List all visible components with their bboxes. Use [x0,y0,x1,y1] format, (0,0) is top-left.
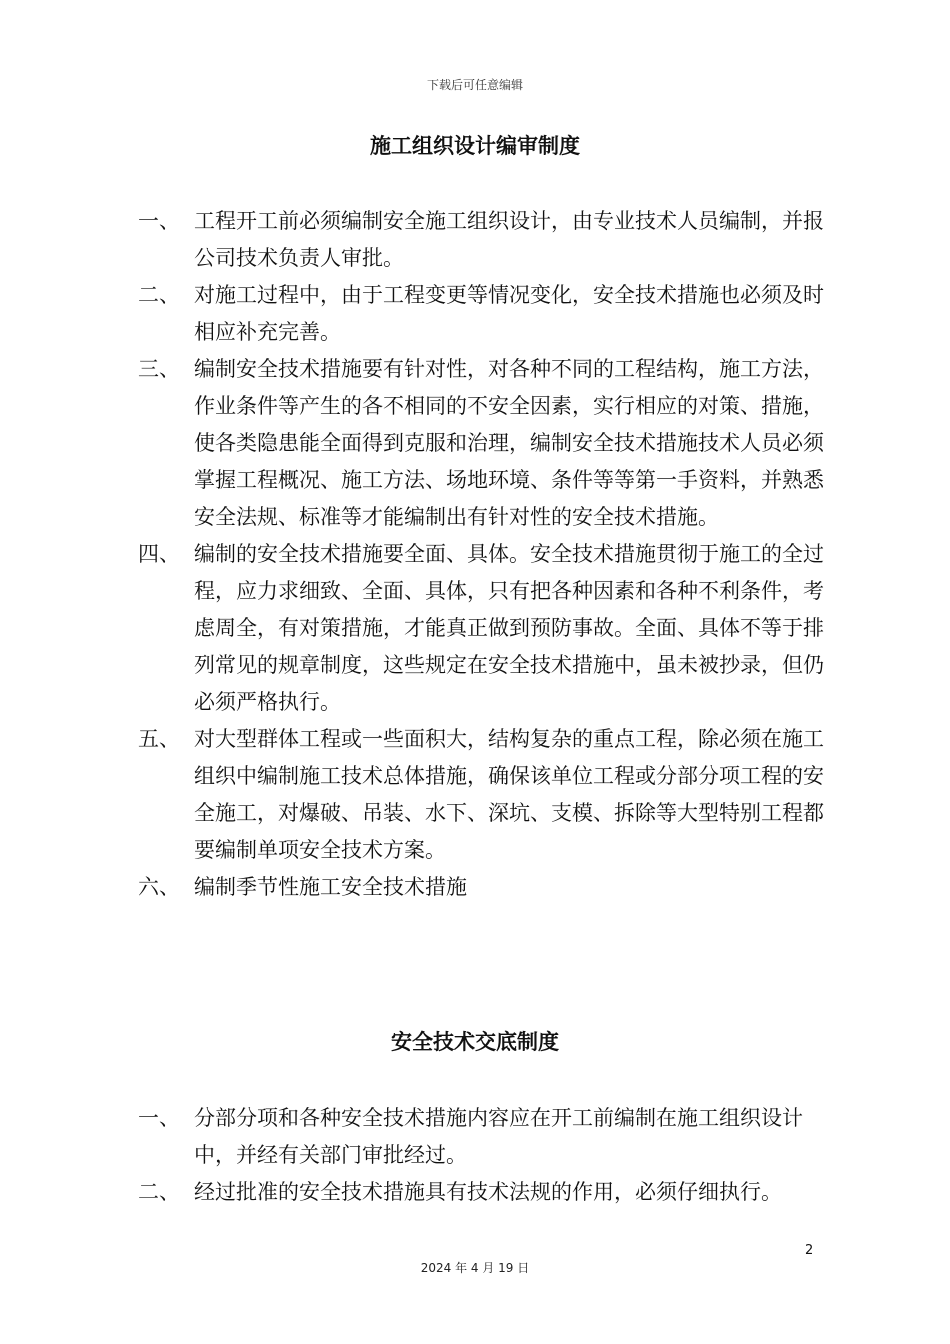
list-item [138,1100,838,1174]
page-number: 2 [805,1243,814,1258]
item-text: 编制的安全技术措施要全面、具体。安全技术措施贯彻于施工的全过程，应力求细致、全面、具体，只有把各种因素和各种不利条件，考虑周全，有对策措施，才能真正做到预防事故。全面、具体不等于排列常见的规章制度，这些规定在安全技术措施中，虽未被抄录，但仍必须严格执行。 [194,542,824,714]
item-text: 编制季节性施工安全技术措施 [194,875,467,899]
item-text: 工程开工前必须编制安全施工组织设计，由专业技术人员编制，并报公司技术负责人审批。 [194,209,824,270]
item-number: 三、 [138,357,180,381]
list-item [138,721,838,869]
header-note: 下载后可任意编辑 [426,78,523,92]
item-text: 对大型群体工程或一些面积大，结构复杂的重点工程，除必须在施工组织中编制施工技术总体措施，确保该单位工程或分部分项工程的安全施工，对爆破、吊装、水下、深坑、支模、拆除等大型特别工程都要编制单项安全技术方案。 [194,727,824,862]
list-item [138,351,838,536]
list-item [138,203,838,277]
item-number: 一、 [138,209,180,233]
item-number: 四、 [138,542,180,566]
item-number: 六、 [138,875,180,899]
list-item [138,277,838,351]
item-text: 分部分项和各种安全技术措施内容应在开工前编制在施工组织设计中，并经有关部门审批经过。 [194,1106,803,1167]
list-item [138,869,838,906]
item-number: 二、 [138,283,180,307]
section-safety-briefing [138,1100,838,1211]
section-title-safety-briefing: 安全技术交底制度 [391,1030,559,1054]
section-construction-design [138,203,838,906]
list-item [138,536,838,721]
item-text: 经过批准的安全技术措施具有技术法规的作用，必须仔细执行。 [194,1180,782,1204]
item-text: 编制安全技术措施要有针对性，对各种不同的工程结构，施工方法，作业条件等产生的各不相同的不安全因素，实行相应的对策、措施，使各类隐患能全面得到克服和治理，编制安全技术措施技术人员必须掌握工程概况、施工方法、场地环境、条件等等第一手资料，并熟悉安全法规、标准等才能编制出有针对性的安全技术措施。 [194,357,824,529]
item-text: 对施工过程中，由于工程变更等情况变化，安全技术措施也必须及时相应补充完善。 [194,283,824,344]
item-number: 五、 [138,727,180,751]
item-number: 一、 [138,1106,180,1130]
list-item [138,1174,838,1211]
section-title-construction-design: 施工组织设计编审制度 [370,134,580,158]
item-number: 二、 [138,1180,180,1204]
footer-date: 2024 年 4 月 19 日 [420,1261,530,1275]
